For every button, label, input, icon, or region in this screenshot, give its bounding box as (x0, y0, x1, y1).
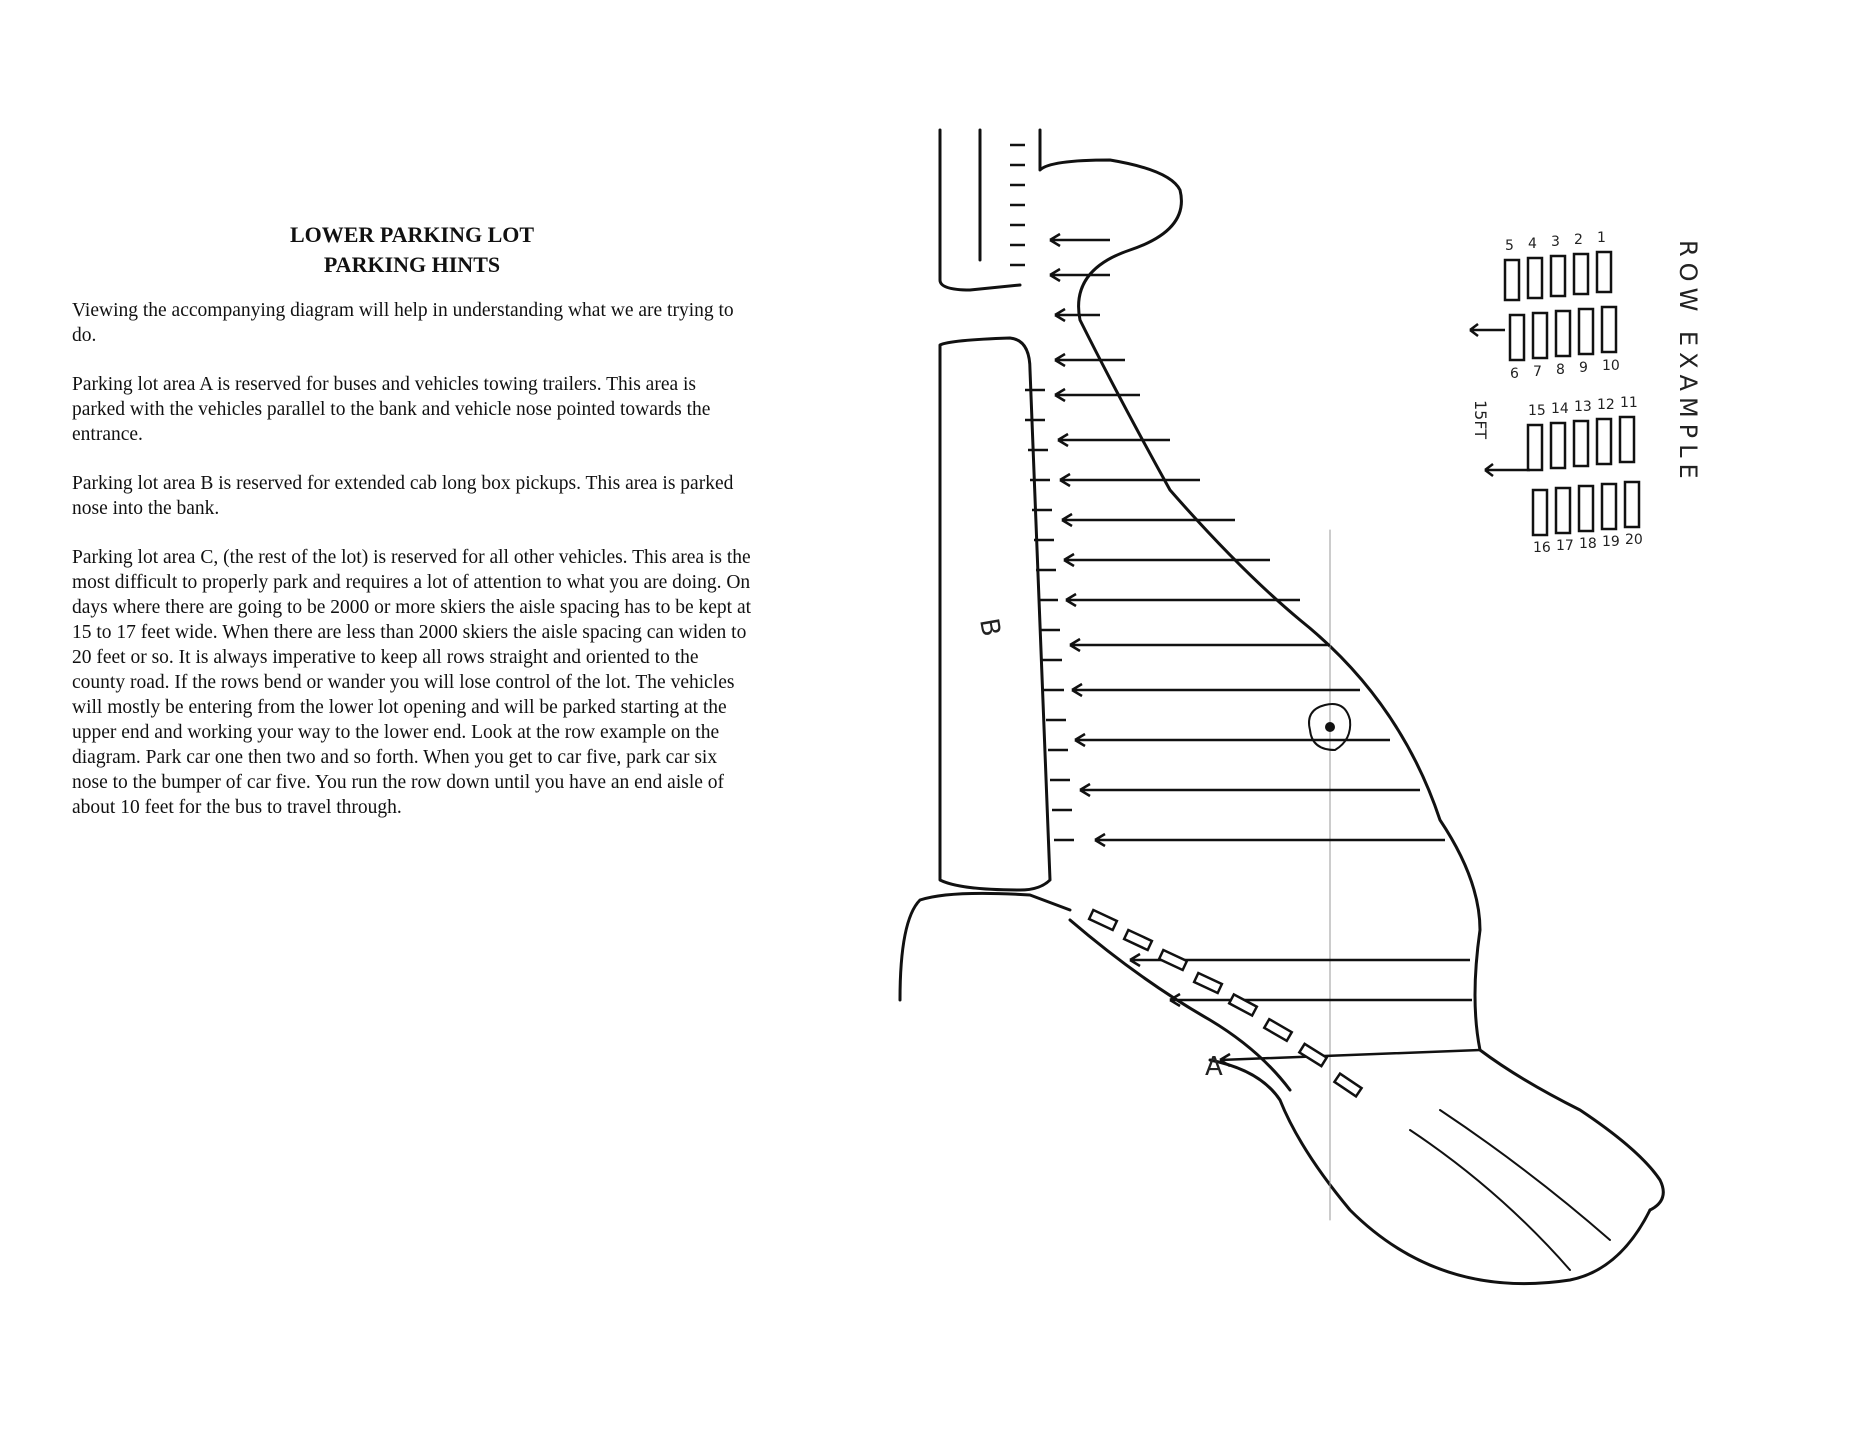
lower-strip-a (1410, 1130, 1570, 1270)
rock-marker-dot (1325, 722, 1335, 732)
parking-diagram-svg (880, 100, 1840, 1400)
parking-lot-diagram (880, 100, 1840, 1400)
svg-text:12: 12 (1597, 397, 1615, 413)
svg-text:4: 4 (1528, 236, 1537, 252)
text-column (72, 220, 752, 844)
lower-strip-b (1440, 1110, 1610, 1240)
svg-text:9: 9 (1579, 360, 1588, 376)
svg-text:15: 15 (1528, 403, 1546, 419)
svg-text:1: 1 (1597, 230, 1606, 246)
paragraph-area-c: Parking lot area C, (the rest of the lot) is reserved for all other vehicles. This area is the most difficult to properly park and requires a lot of attention to what you are doing. On days where there are going to be 2000 or more skiers the aisle spacing has to be kept at 15 to 17 feet wide. When there are less than 2000 skiers the aisle spacing can widen to 20 feet or so. It is always imperative to keep all rows straight and oriented to the county road. If the rows bend or wander you will lose control of the lot. The vehicles will mostly be entering from the lower lot opening and will be parked starting at the upper end and working your way to the lower end. Look at the row example on the diagram. Park car one then two and so forth. When you get to car five, park car six nose to the bumper of car five. You run the row down until you have an end aisle of about 10 feet for the bus to travel through. (72, 547, 752, 818)
svg-text:2: 2 (1574, 232, 1583, 248)
road-hatching-upper (1010, 145, 1025, 265)
svg-text:8: 8 (1556, 362, 1565, 378)
paragraph-intro: Viewing the accompanying diagram will help in understanding what we are trying to do. (72, 300, 734, 346)
title-line-1: LOWER PARKING LOT (289, 222, 535, 247)
row-example-label: ROW EXAMPLE (1674, 240, 1702, 485)
svg-text:11: 11 (1620, 395, 1638, 411)
svg-text:13: 13 (1574, 399, 1592, 415)
title-line-2: PARKING HINTS (323, 252, 501, 277)
paragraph-area-b: Parking lot area B is reserved for extended cab long box pickups. This area is parked nose into the bank. (72, 473, 734, 519)
svg-text:19: 19 (1602, 534, 1620, 550)
row-example (1505, 252, 1639, 535)
svg-text:18: 18 (1579, 536, 1597, 552)
svg-text:16: 16 (1533, 540, 1551, 556)
lot-outline-top (1040, 130, 1663, 1210)
svg-text:6: 6 (1510, 366, 1519, 382)
paragraph-area-a: Parking lot area A is reserved for buses and vehicles towing trailers. This area is parked with the vehicles parallel to the bank and vehicle nose pointed towards the entrance. (72, 374, 711, 445)
svg-text:14: 14 (1551, 401, 1569, 417)
area-a-bus-spaces (1089, 910, 1361, 1096)
svg-text:7: 7 (1533, 364, 1542, 380)
lot-outline-bottom (1210, 1060, 1650, 1284)
label-area-a: A (1205, 1052, 1223, 1082)
svg-text:17: 17 (1556, 538, 1574, 554)
road-lower-left-edge (900, 893, 1070, 1000)
svg-text:10: 10 (1602, 358, 1620, 374)
svg-text:3: 3 (1551, 234, 1560, 250)
row-arrows (1050, 234, 1480, 1066)
svg-text:5: 5 (1505, 238, 1514, 254)
spacing-label: 15FT (1471, 400, 1490, 440)
document-title (72, 220, 752, 280)
svg-text:20: 20 (1625, 532, 1643, 548)
label-area-b: B (973, 616, 1006, 639)
